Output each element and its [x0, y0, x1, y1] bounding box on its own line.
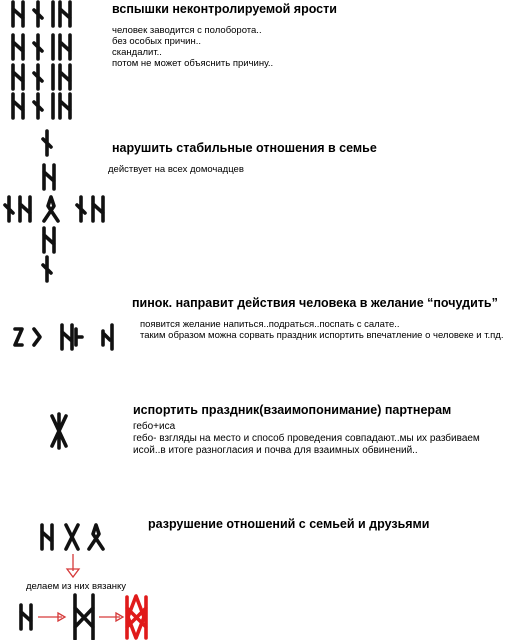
section5-title: разрушение отношений с семьей и друзьями — [148, 517, 430, 531]
section3-text — [140, 319, 503, 341]
text-line: без особых причин.. — [112, 36, 202, 47]
rune-row — [13, 94, 70, 118]
section4-text — [133, 421, 480, 457]
fury-rune-rows — [13, 2, 70, 118]
section1-text — [112, 25, 273, 69]
section3-title: пинок. направит действия человека в желание “почудить” — [132, 296, 498, 310]
section1-title: вспышки неконтролируемой ярости — [112, 2, 337, 16]
down-arrow — [67, 554, 79, 577]
bind-label: делаем из них вязанку — [26, 581, 127, 592]
relations-runes — [42, 525, 103, 549]
text-line: потом не может объяснить причину.. — [112, 58, 274, 69]
section2-text: действует на всех домочадцев — [108, 164, 244, 175]
section4-title: испортить праздник(взаимопонимание) партнерам — [133, 403, 452, 417]
bindrune-steps — [21, 595, 146, 639]
text-line: таким образом можна сорвать праздник испортить впечатление о человеке и т.пд. — [140, 330, 504, 341]
text-line: человек заводится с полоборота.. — [112, 25, 262, 36]
text-line: скандалит.. — [112, 47, 162, 58]
rune-row — [13, 2, 70, 26]
rune-row — [13, 35, 70, 59]
section2-title: нарушить стабильные отношения в семье — [112, 141, 377, 155]
text-line: гебо+иса — [133, 421, 176, 432]
gebo-isa-bindrune — [52, 414, 66, 448]
family-rune-cross — [5, 131, 103, 281]
final-bindrune — [127, 596, 146, 638]
text-line: появится желание напиться..подраться..поспать с салате.. — [140, 319, 400, 330]
rune-row — [13, 65, 70, 89]
kick-runes — [15, 325, 112, 349]
text-line: исой..в итоге разногласия и почва для взаимных обвинений.. — [133, 445, 418, 456]
text-line: гебо- взгляды на место и способ проведения совпадают..мы их разбиваем — [133, 433, 480, 444]
